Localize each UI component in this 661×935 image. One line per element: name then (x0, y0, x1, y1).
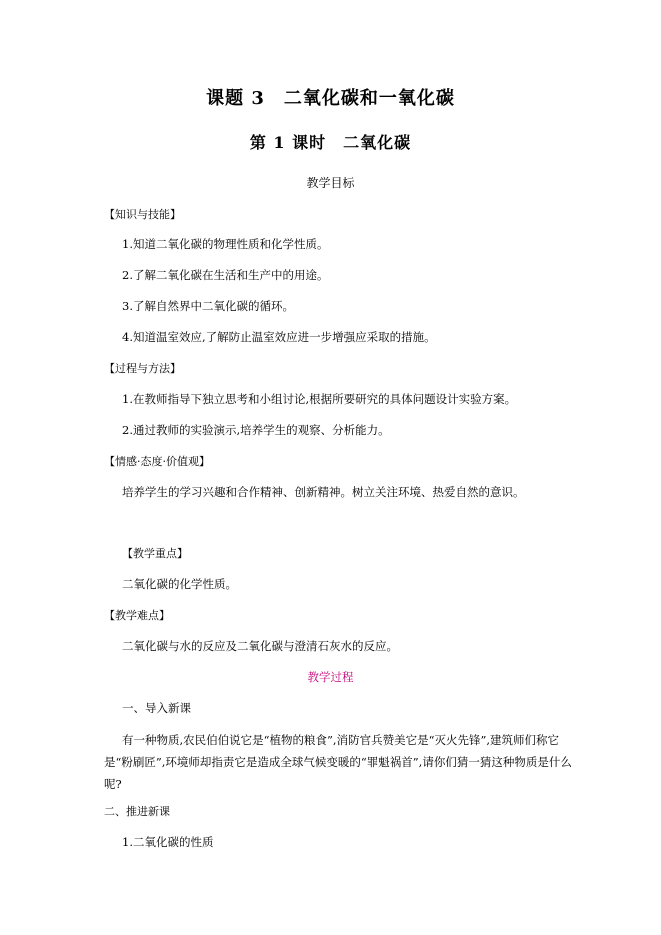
attitude-text: 培养学生的学习兴趣和合作精神、创新精神。树立关注环境、热爱自然的意识。 (122, 485, 525, 499)
knowledge-item-3: 3.了解自然界中二氧化碳的循环。 (122, 299, 294, 313)
attitude-heading: 【情感·态度·价值观】 (104, 455, 210, 468)
lesson-subtitle: 第 1 课时 二氧化碳 (249, 133, 412, 152)
knowledge-item-2: 2.了解二氧化碳在生活和生产中的用途。 (122, 268, 329, 282)
difficulty-heading: 【教学难点】 (104, 609, 170, 622)
knowledge-heading: 【知识与技能】 (104, 208, 181, 221)
process-method-item-1: 1.在教师指导下独立思考和小组讨论,根据所要研究的具体问题设计实验方案。 (122, 392, 517, 406)
process-method-heading: 【过程与方法】 (104, 362, 181, 375)
key-point-text: 二氧化碳的化学性质。 (122, 577, 237, 591)
process-method-item-2: 2.通过教师的实验演示,培养学生的观察、分析能力。 (122, 423, 390, 437)
intro-paragraph: 有一种物质,农民伯伯说它是“植物的粮食”,消防官兵赞美它是“灭火先锋”,建筑师们称它是“粉刷匠”,环境师却指责它是造成全球气候变暖的“罪魁祸首”,请你们猜一猜这种物质是什么呢? (104, 733, 572, 791)
teaching-process-heading: 教学过程 (307, 670, 354, 684)
difficulty-text: 二氧化碳与水的反应及二氧化碳与澄清石灰水的反应。 (122, 639, 398, 653)
intro-heading: 一、导入新课 (122, 701, 191, 715)
lesson-title: 课题 3 二氧化碳和一氧化碳 (206, 88, 455, 109)
advance-item-1: 1.二氧化碳的性质 (122, 835, 214, 849)
objectives-heading: 教学目标 (306, 176, 355, 190)
knowledge-item-1: 1.知道二氧化碳的物理性质和化学性质。 (122, 237, 329, 251)
key-point-heading: 【教学重点】 (122, 547, 188, 560)
knowledge-item-4: 4.知道温室效应,了解防止温室效应进一步增强应采取的措施。 (122, 330, 436, 344)
advance-heading: 二、推进新课 (104, 805, 170, 818)
